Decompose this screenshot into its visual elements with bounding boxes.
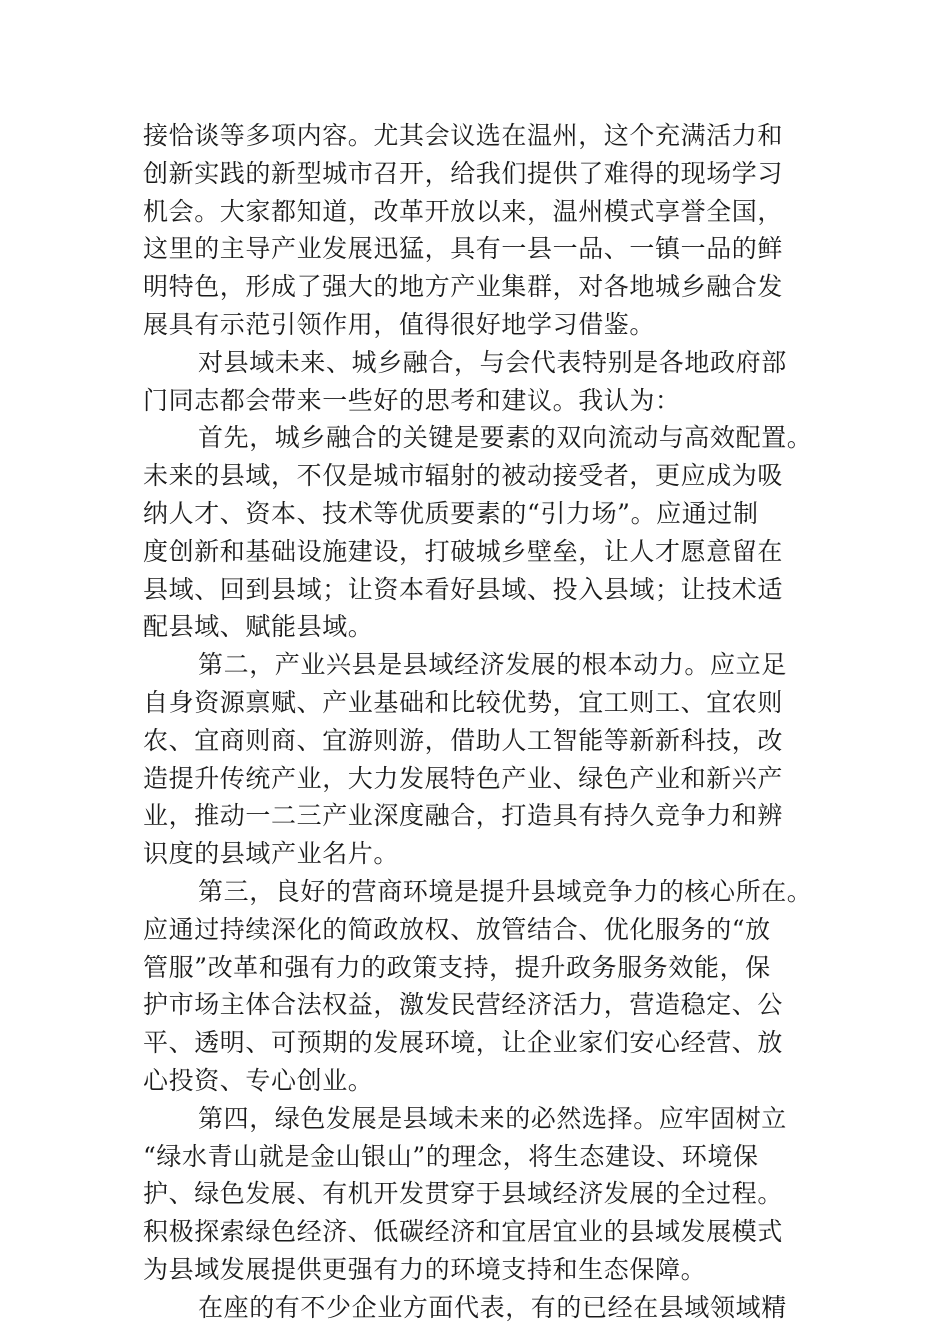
text-line: 展具有示范引领作用，值得很好地学习借鉴。 bbox=[143, 309, 656, 339]
text-line: 积极探索绿色经济、低碳经济和宜居宜业的县域发展模式 bbox=[143, 1217, 784, 1247]
text-line: 度创新和基础设施建设，打破城乡壁垒，让人才愿意留在 bbox=[143, 536, 784, 566]
text-line: 配县域、赋能县域。 bbox=[143, 612, 374, 642]
text-line: 创新实践的新型城市召开，给我们提供了难得的现场学习 bbox=[143, 158, 784, 188]
text-line: 护、绿色发展、有机开发贯穿于县域经济发展的全过程。 bbox=[143, 1179, 784, 1209]
text-line: 第四，绿色发展是县域未来的必然选择。应牢固树立 bbox=[198, 1103, 787, 1133]
text-line: 第二，产业兴县是县域经济发展的根本动力。应立足 bbox=[198, 650, 787, 680]
text-line: 业，推动一二三产业深度融合，打造具有持久竞争力和辨 bbox=[143, 801, 784, 831]
text-line: 自身资源禀赋、产业基础和比较优势，宜工则工、宜农则 bbox=[143, 687, 784, 717]
text-line: “绿水青山就是金山银山”的理念，将生态建设、环境保 bbox=[143, 1141, 759, 1171]
text-line: 识度的县域产业名片。 bbox=[143, 839, 400, 869]
paragraph bbox=[143, 646, 811, 873]
text-line: 接恰谈等多项内容。尤其会议选在温州，这个充满活力和 bbox=[143, 121, 784, 150]
text-line: 纳人才、资本、技术等优质要素的“引力场”。应通过制 bbox=[143, 498, 759, 528]
text-line: 这里的主导产业发展迅猛，具有一县一品、一镇一品的鲜 bbox=[143, 234, 784, 264]
paragraph bbox=[143, 1289, 811, 1327]
paragraph bbox=[143, 873, 811, 1100]
text-line: 县域、回到县域；让资本看好县域、投入县域；让技术适 bbox=[143, 574, 784, 604]
text-line: 管服”改革和强有力的政策支持，提升政务服务效能，保 bbox=[143, 952, 771, 982]
text-line: 为县域发展提供更强有力的环境支持和生态保障。 bbox=[143, 1254, 707, 1284]
paragraph bbox=[143, 419, 811, 646]
text-line: 未来的县域，不仅是城市辐射的被动接受者，更应成为吸 bbox=[143, 461, 784, 491]
text-line: 明特色，形成了强大的地方产业集群，对各地城乡融合发 bbox=[143, 272, 784, 302]
text-line: 对县域未来、城乡融合，与会代表特别是各地政府部 bbox=[198, 347, 787, 377]
text-line: 门同志都会带来一些好的思考和建议。我认为： bbox=[143, 385, 681, 415]
text-line: 农、宜商则商、宜游则游，借助人工智能等新新科技，改 bbox=[143, 725, 784, 755]
document-body bbox=[143, 117, 811, 1327]
text-line: 机会。大家都知道，改革开放以来，温州模式享誉全国， bbox=[143, 196, 784, 226]
text-line: 在座的有不少企业方面代表，有的已经在县域领域精 bbox=[198, 1292, 787, 1322]
text-line: 平、透明、可预期的发展环境，让企业家们安心经营、放 bbox=[143, 1028, 784, 1058]
paragraph bbox=[143, 344, 811, 420]
text-line: 心投资、专心创业。 bbox=[143, 1065, 374, 1095]
text-line: 第三，良好的营商环境是提升县域竞争力的核心所在。 bbox=[198, 876, 813, 906]
paragraph bbox=[143, 1100, 811, 1289]
text-line: 护市场主体合法权益，激发民营经济活力，营造稳定、公 bbox=[143, 990, 784, 1020]
paragraph bbox=[143, 117, 811, 344]
text-line: 造提升传统产业，大力发展特色产业、绿色产业和新兴产 bbox=[143, 763, 784, 793]
text-line: 首先，城乡融合的关键是要素的双向流动与高效配置。 bbox=[198, 423, 813, 453]
text-line: 应通过持续深化的简政放权、放管结合、优化服务的“放 bbox=[143, 914, 771, 944]
